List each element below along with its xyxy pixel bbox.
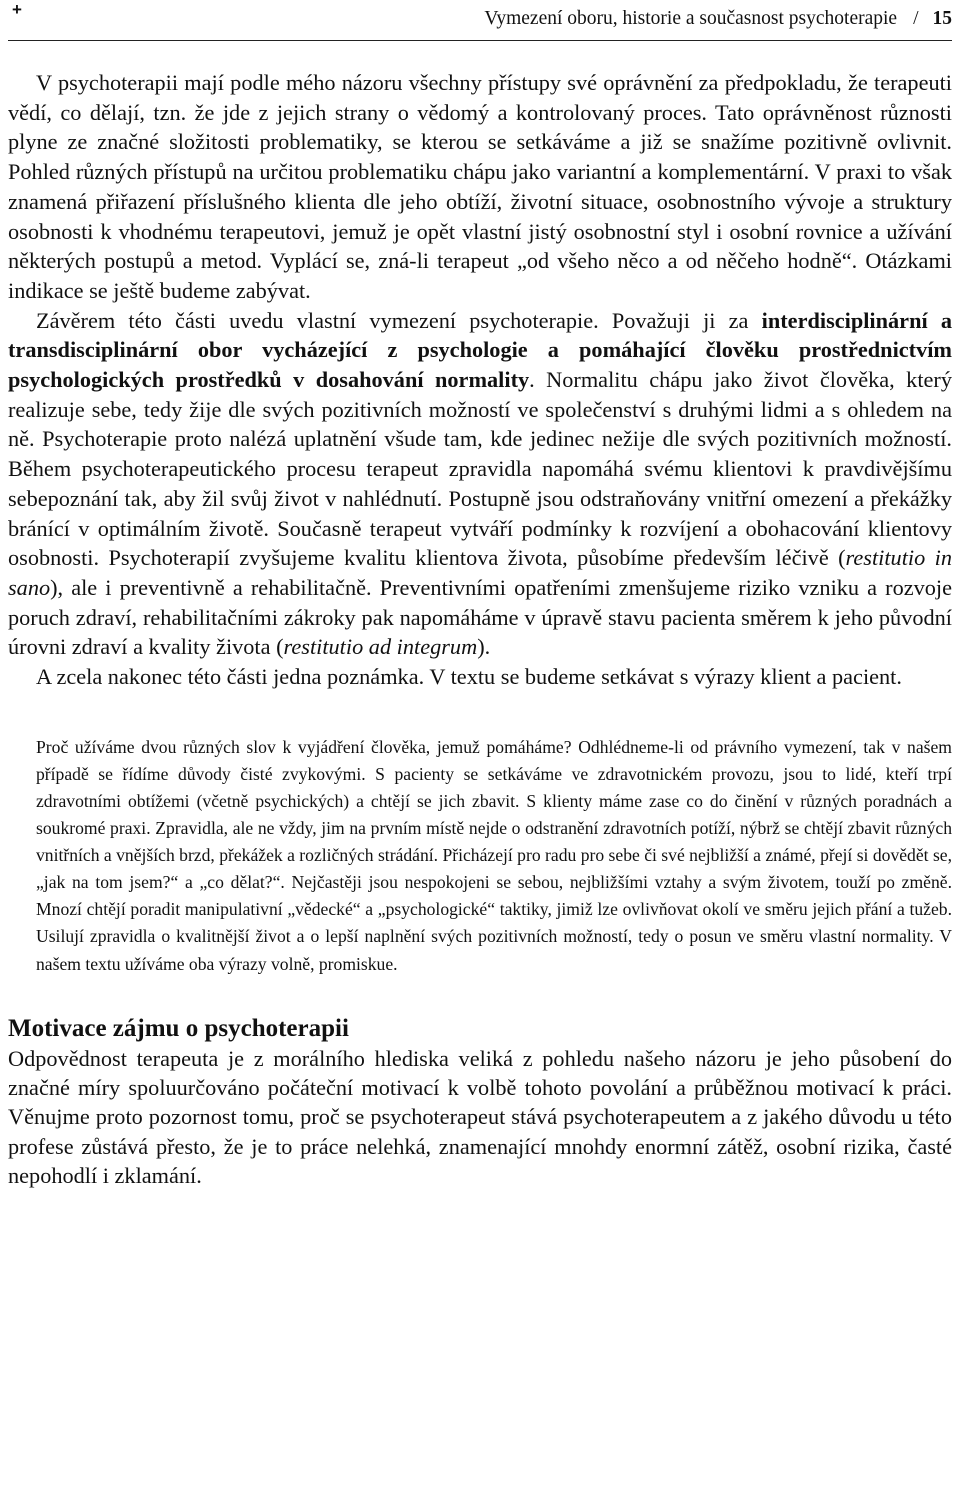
section-heading: Motivace zájmu o psychoterapii: [8, 1014, 349, 1042]
psychotherapy-definition: interdisciplinární a transdisciplinární obor vycházející z psychologie a pomáhající člověku prostřednictvím psychologických prostředků v dosahování normality: [8, 307, 953, 393]
section-body: [8, 1044, 952, 1191]
paragraph-2-middle: ), ale i preventivně a rehabilitačně. Preventivními opatřeními zmenšujeme riziko vzniku a rozvoje poruch zdraví, rehabilitačními zákroky pak napomáháme v úpravě stavu pacienta směrem k jeho původní úrovni zdraví a kvality života (: [8, 574, 952, 660]
page-header: [8, 0, 952, 42]
note-block: Proč užíváme dvou různých slov k vyjádření člověka, jemuž pomáháme? Odhlédneme-li od právního vymezení, tak v našem případě se řídíme důvody čisté zvykovými. S pacienty se setkáváme ve zdravotnickém provozu, jsou to lidé, kteří trpí zdravotními obtížemi (včetně psychických) a chtějí se jich zbavit. S klienty máme zase co do činění v různých poradnách a soukromé praxi. Zpravidla, ale ne vždy, jim na prvním místě nejde o odstranění zdravotních potíží, nýbrž se chtějí zbavit různých vnitřních a vnějších brzd, překážek a rozličných strádání. Přicházejí pro radu pro sebe či své nejbližší a známé, přejí si dovědět se, „jak na tom jsem?“ a „co dělat?“. Nejčastěji jsou nespokojeni se sebou, nejbližšími vztahy a svým životem, touží po změně. Mnozí chtějí poradit manipulativní „vědecké“ a „psychologické“ taktiky, jimiž lze ovlivňovat okolí ve směru jejich přání a tužeb. Usilují zpravidla o kvalitnější život a o lepší naplnění svých pozitivních možností, tedy o posun ve směru vlastní normality. V našem textu užíváme oba výrazy volně, promiskue.: [36, 736, 952, 974]
running-head-separator: /: [913, 8, 919, 29]
paragraph-2: [8, 306, 952, 662]
latin-term-1: restitutio in sano: [8, 545, 952, 600]
running-title: Vymezení oboru, historie a současnost psychoterapie: [484, 8, 898, 29]
paragraph-2-lead: Závěrem této části uvedu vlastní vymezení psychoterapie. Považuji ji za: [36, 307, 762, 333]
running-head: [484, 8, 952, 30]
crop-mark: +: [12, 0, 22, 19]
main-text: [8, 68, 952, 692]
paragraph-2-end: ).: [477, 634, 491, 660]
page-number: 15: [932, 8, 952, 29]
section-paragraph: Odpovědnost terapeuta je z morálního hlediska veliká z pohledu našeho názoru je jeho působení do značné míry spoluurčováno počáteční motivací k volbě tohoto povolání a průběžnou motivací k práci. Věnujme proto pozornost tomu, proč se psychoterapeut stává psychoterapeutem a z jakého důvodu u této profese zůstává přesto, že je to práce nelehká, znamenající mnohdy enormní zátěž, osobní rizika, časté nepohodlí i zklamání.: [8, 1045, 952, 1189]
latin-term-2: restitutio ad integrum: [283, 634, 478, 660]
book-page: [8, 0, 952, 1191]
paragraph-3: A zcela nakonec této části jedna poznámka. V textu se budeme setkávat s výrazy klient a pacient.: [36, 664, 902, 690]
header-rule: [8, 40, 952, 41]
paragraph-1: V psychoterapii mají podle mého názoru všechny přístupy své oprávnění za předpokladu, že terapeuti vědí, co dělají, tzn. že jde z jejich strany o vědomý a kontrolovaný proces. Tato oprávněnost různosti plyne ze značné složitosti problematiky, se kterou se setkáváme a již se snažíme pozitivně ovlivnit. Pohled různých přístupů na určitou problematiku chápu jako variantní a komplementární. V praxi to však znamená přiřazení příslušného klienta dle jeho obtíží, životní situace, osobnostního vývoje a struktury osobnosti k vhodnému terapeutovi, jemuž je opět vlastní jistý osobnostní styl i osobní rovnice a užívání některých postupů a metod. Vyplácí se, zná-li terapeut „od všeho něco a od něčeho hodně“. Otázkami indikace se ještě budeme zabývat.: [8, 70, 952, 303]
paragraph-2-body: . Normalitu chápu jako život člověka, který realizuje sebe, tedy žije dle svých pozitivních možností ve společenství s druhými lidmi a s ohledem na ně. Psychoterapie proto nalézá uplatnění všude tam, kde jedinec nežije dle svých pozitivních možností. Během psychoterapeutického procesu terapeut zpravidla napomáhá svému klientovi k pravdivějšímu sebepoznání tak, aby žil svůj život v nahlédnutí. Postupně jsou odstraňovány vnitřní omezení a překážky bránící v optimálním životě. Současně terapeut vytváří podmínky k rozvíjení a obohacování klientovy osobnosti. Psychoterapií zvyšujeme kvalitu klientova života, působíme především léčivě (: [8, 367, 952, 571]
